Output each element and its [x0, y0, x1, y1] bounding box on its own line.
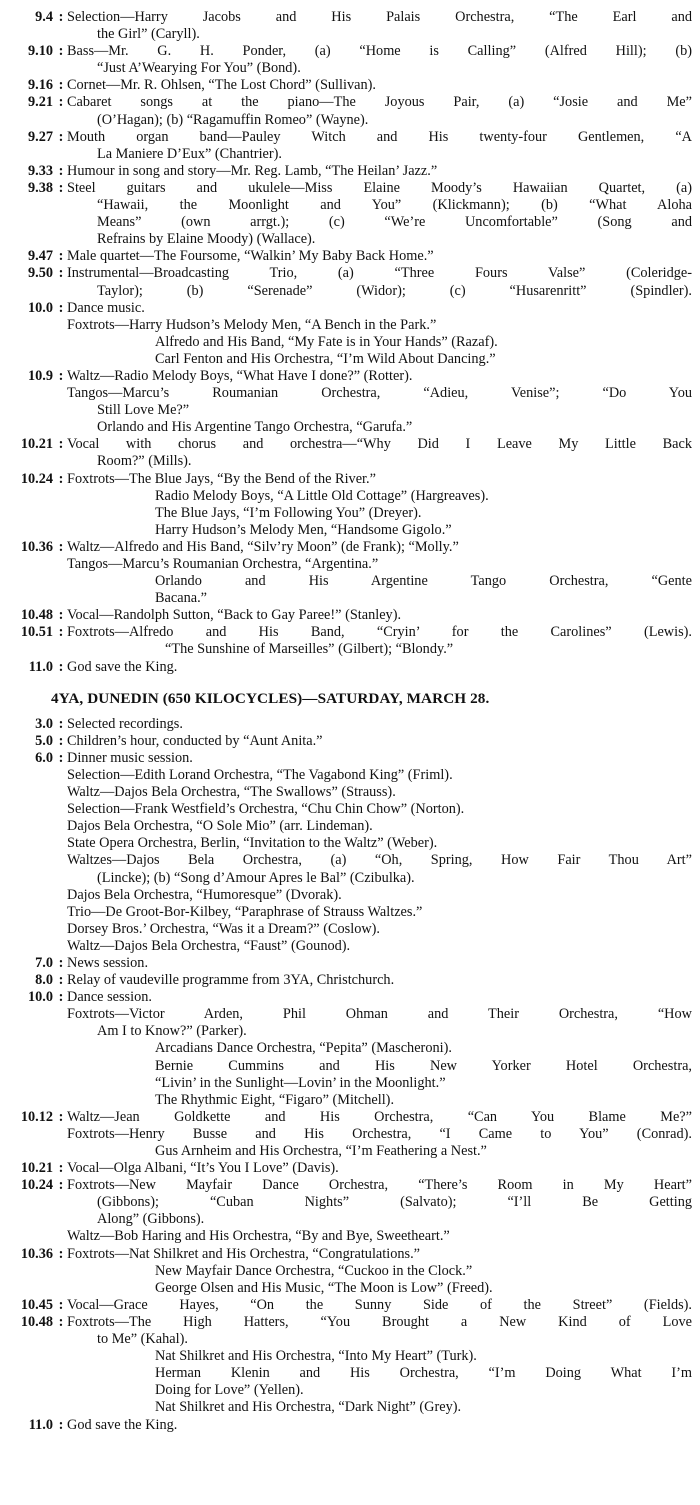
entry-line: Means” (own arrgt.); (c) “We’re Uncomfortable” (Song and [97, 214, 692, 231]
time-separator: : [58, 436, 64, 453]
programme-entry [3, 1246, 692, 1297]
entry-line: Herman Klenin and His Orchestra, “I’m Doing What I’m [155, 1365, 692, 1382]
entry-line: Foxtrots—Victor Arden, Phil Ohman and Their Orchestra, “How [67, 1006, 692, 1023]
entry-line: Humour in song and story—Mr. Reg. Lamb, “The Heilan’ Jazz.” [67, 162, 438, 179]
entry-line: Bacana.” [155, 590, 207, 607]
entry-line: Trio—De Groot-Bor-Kilbey, “Paraphrase of Strauss Waltzes.” [67, 903, 423, 920]
time-separator: : [58, 1177, 64, 1194]
programme-section-4ya [3, 716, 692, 1434]
entry-time: 10.24 [20, 470, 53, 487]
entry-time: 10.21 [20, 436, 53, 453]
entry-line: Nat Shilkret and His Orchestra, “Dark Night” (Grey). [155, 1399, 462, 1416]
entry-line: “Just A’Wearying For You” (Bond). [97, 60, 301, 77]
programme-section-3ya [3, 9, 692, 676]
entry-line: Waltz—Dajos Bela Orchestra, “The Swallows” (Strauss). [67, 784, 396, 801]
entry-time: 10.36 [20, 538, 53, 555]
programme-entry [3, 716, 692, 733]
entry-line: Tangos—Marcu’s Roumanian Orchestra, “Adieu, Venise”; “Do You [67, 385, 692, 402]
entry-time: 9.33 [27, 162, 53, 179]
time-separator: : [58, 9, 64, 25]
entry-line: Foxtrots—Harry Hudson’s Melody Men, “A Bench in the Park.” [67, 316, 437, 333]
entry-body [67, 248, 692, 265]
time-separator: : [58, 470, 64, 487]
programme-entry [3, 265, 692, 299]
entry-line: Orlando and His Argentine Tango Orchestra, “Gente [155, 573, 692, 590]
entry-time: 10.9 [27, 367, 53, 384]
entry-line: Tangos—Marcu’s Roumanian Orchestra, “Argentina.” [67, 556, 379, 572]
entry-body [67, 129, 692, 163]
entry-line: Dajos Bela Orchestra, “Humoresque” (Dvorak). [67, 886, 342, 903]
entry-line: Cabaret songs at the piano—The Joyous Pair, (a) “Josie and Me” [67, 94, 692, 111]
entry-line: State Opera Orchestra, Berlin, “Invitation to the Waltz” (Weber). [67, 835, 438, 852]
entry-time: 3.0 [35, 715, 53, 732]
entry-line: Radio Melody Boys, “A Little Old Cottage” (Hargreaves). [155, 487, 489, 504]
time-separator: : [58, 954, 64, 971]
time-separator: : [58, 1416, 64, 1433]
entry-line: God save the King. [67, 1416, 178, 1433]
entry-line: Arcadians Dance Orchestra, “Pepita” (Mascheroni). [155, 1040, 452, 1057]
entry-line: Mouth organ band—Pauley Witch and His twenty-four Gentlemen, “A [67, 128, 692, 145]
entry-line: Dorsey Bros.’ Orchestra, “Was it a Dream?” (Coslow). [67, 920, 381, 937]
entry-line: Foxtrots—New Mayfair Dance Orchestra, “There’s Room in My Heart” [67, 1177, 692, 1194]
time-separator: : [58, 367, 64, 384]
entry-line: Foxtrots—The High Hatters, “You Brought a New Kind of Love [67, 1313, 692, 1330]
entry-time: 10.48 [20, 1313, 53, 1330]
entry-body [67, 77, 692, 94]
entry-line: to Me” (Kahal). [97, 1331, 188, 1348]
entry-line: The Rhythmic Eight, “Figaro” (Mitchell). [155, 1091, 395, 1108]
programme-entry [3, 1160, 692, 1177]
time-separator: : [58, 607, 64, 624]
entry-line: Waltz—Dajos Bela Orchestra, “Faust” (Gounod). [67, 937, 351, 954]
programme-entry [3, 43, 692, 77]
entry-line: Refrains by Elaine Moody) (Wallace). [97, 231, 316, 248]
programme-entry [3, 471, 692, 539]
entry-line: Waltz—Alfredo and His Band, “Silv’ry Moon” (de Frank); “Molly.” [67, 538, 459, 555]
time-separator: : [58, 732, 64, 749]
time-separator: : [58, 43, 64, 60]
entry-line: “Hawaii, the Moonlight and You” (Klickmann); (b) “What Aloha [97, 197, 692, 214]
entry-line: “The Sunshine of Marseilles” (Gilbert); “Blondy.” [165, 641, 454, 658]
programme-entry [3, 368, 692, 436]
entry-body [67, 1417, 692, 1434]
time-separator: : [58, 624, 64, 641]
programme-entry [3, 1417, 692, 1434]
programme-entry [3, 163, 692, 180]
entry-line: Gus Arnheim and His Orchestra, “I’m Feathering a Nest.” [155, 1143, 487, 1159]
entry-time: 9.47 [27, 248, 53, 265]
entry-line: Vocal with chorus and orchestra—“Why Did I Leave My Little Back [67, 436, 692, 453]
time-separator: : [58, 179, 64, 196]
entry-time: 10.36 [20, 1245, 53, 1262]
entry-body [67, 716, 692, 733]
entry-line: Foxtrots—The Blue Jays, “By the Bend of the River.” [67, 470, 376, 487]
entry-body [67, 1246, 692, 1297]
time-separator: : [58, 162, 64, 179]
station-heading: 4YA, DUNEDIN (650 KILOCYCLES)—SATURDAY, MARCH 28. [51, 689, 490, 707]
entry-line: Foxtrots—Alfredo and His Band, “Cryin’ for the Carolines” (Lewis). [67, 624, 692, 641]
entry-line: Alfredo and His Band, “My Fate is in Your Hands” (Razaf). [155, 333, 498, 350]
entry-time: 10.24 [20, 1177, 53, 1194]
entry-body [67, 539, 692, 607]
programme-entry [3, 129, 692, 163]
programme-entry [3, 750, 692, 955]
entry-time: 9.4 [35, 9, 53, 25]
entry-line: Harry Hudson’s Melody Men, “Handsome Gigolo.” [155, 521, 452, 538]
entry-body [67, 989, 692, 1109]
programme-entry [3, 94, 692, 128]
entry-line: Bernie Cummins and His New Yorker Hotel Orchestra, [155, 1057, 692, 1074]
entry-line: Dance session. [67, 989, 152, 1006]
programme-entry [3, 1314, 692, 1417]
entry-time: 8.0 [35, 972, 53, 989]
entry-body [67, 436, 692, 470]
entry-line: La Maniere D’Eux” (Chantrier). [97, 145, 282, 162]
entry-line: (Gibbons); “Cuban Nights” (Salvato); “I’ll Be Getting [97, 1194, 692, 1211]
entry-line: Dance music. [67, 299, 145, 316]
entry-body [67, 1297, 692, 1314]
entry-line: Steel guitars and ukulele—Miss Elaine Moody’s Hawaiian Quartet, (a) [67, 179, 692, 196]
time-separator: : [58, 94, 64, 111]
time-separator: : [58, 1245, 64, 1262]
entry-time: 9.50 [27, 265, 53, 282]
entry-time: 10.45 [20, 1296, 53, 1313]
entry-line: Along” (Gibbons). [97, 1211, 205, 1228]
entry-body [67, 972, 692, 989]
entry-line: News session. [67, 954, 149, 971]
entry-line: Taylor); (b) “Serenade” (Widor); (c) “Husarenritt” (Spindler). [97, 282, 692, 299]
entry-body [67, 300, 692, 368]
entry-body [67, 1177, 692, 1245]
entry-time: 11.0 [28, 658, 53, 675]
entry-time: 10.0 [27, 299, 53, 316]
entry-line: Vocal—Randolph Sutton, “Back to Gay Paree!” (Stanley). [67, 607, 402, 624]
entry-time: 10.21 [20, 1160, 53, 1177]
entry-body [67, 955, 692, 972]
programme-entry [3, 659, 692, 676]
entry-time: 9.27 [27, 128, 53, 145]
entry-line: Bass—Mr. G. H. Ponder, (a) “Home is Calling” (Alfred Hill); (b) [67, 43, 692, 60]
entry-body [67, 163, 692, 180]
entry-time: 9.10 [27, 43, 53, 60]
programme-entry [3, 9, 692, 43]
entry-line: (O’Hagan); (b) “Ragamuffin Romeo” (Wayne). [97, 111, 369, 128]
entry-line: Instrumental—Broadcasting Trio, (a) “Three Fours Valse” (Coleridge- [67, 265, 692, 282]
entry-body [67, 1314, 692, 1417]
entry-body [67, 607, 692, 624]
entry-body [67, 1109, 692, 1160]
entry-line: Still Love Me?” [97, 402, 190, 419]
programme-entry [3, 733, 692, 750]
programme-entry [3, 180, 692, 248]
programme-entry [3, 607, 692, 624]
entry-line: George Olsen and His Music, “The Moon is Low” (Freed). [155, 1279, 493, 1296]
entry-time: 7.0 [35, 954, 53, 971]
programme-entry [3, 624, 692, 658]
time-separator: : [58, 715, 64, 732]
entry-line: Vocal—Olga Albani, “It’s You I Love” (Davis). [67, 1160, 339, 1177]
entry-line: The Blue Jays, “I’m Following You” (Dreyer). [155, 504, 422, 521]
entry-line: Foxtrots—Henry Busse and His Orchestra, “I Came to You” (Conrad). [67, 1125, 692, 1142]
entry-body [67, 733, 692, 750]
entry-line: Room?” (Mills). [97, 453, 192, 470]
entry-line: Selection—Edith Lorand Orchestra, “The Vagabond King” (Friml). [67, 766, 453, 783]
entry-line: “Livin’ in the Sunlight—Lovin’ in the Moonlight.” [155, 1074, 446, 1091]
time-separator: : [58, 658, 64, 675]
entry-time: 11.0 [28, 1416, 53, 1433]
entry-line: Nat Shilkret and His Orchestra, “Into My Heart” (Turk). [155, 1348, 477, 1365]
time-separator: : [58, 989, 64, 1006]
entry-line: God save the King. [67, 658, 178, 675]
time-separator: : [58, 538, 64, 555]
entry-line: Children’s hour, conducted by “Aunt Anita.” [67, 732, 323, 749]
entry-line: Male quartet—The Foursome, “Walkin’ My Baby Back Home.” [67, 248, 434, 265]
entry-body [67, 43, 692, 77]
entry-time: 9.21 [27, 94, 53, 111]
time-separator: : [58, 972, 64, 989]
time-separator: : [58, 77, 64, 94]
entry-body [67, 659, 692, 676]
entry-time: 10.48 [20, 607, 53, 624]
time-separator: : [58, 1108, 64, 1125]
entry-line: Dajos Bela Orchestra, “O Sole Mio” (arr. Lindeman). [67, 818, 373, 835]
programme-entry [3, 539, 692, 607]
entry-body [67, 624, 692, 658]
entry-line: Foxtrots—Nat Shilkret and His Orchestra, “Congratulations.” [67, 1245, 420, 1262]
entry-time: 9.38 [27, 179, 53, 196]
entry-body [67, 180, 692, 248]
entry-line: New Mayfair Dance Orchestra, “Cuckoo in the Clock.” [155, 1262, 473, 1279]
entry-body [67, 471, 692, 539]
entry-line: Carl Fenton and His Orchestra, “I’m Wild About Dancing.” [155, 350, 496, 367]
programme-entry [3, 1297, 692, 1314]
programme-entry [3, 1177, 692, 1245]
entry-line: Waltz—Radio Melody Boys, “What Have I done?” (Rotter). [67, 367, 413, 384]
entry-time: 10.51 [20, 624, 53, 641]
entry-line: Cornet—Mr. R. Ohlsen, “The Lost Chord” (Sullivan). [67, 77, 376, 94]
entry-line: Dinner music session. [67, 749, 193, 766]
time-separator: : [58, 1296, 64, 1313]
entry-line: the Girl” (Caryll). [97, 26, 200, 43]
entry-line: Waltzes—Dajos Bela Orchestra, (a) “Oh, Spring, How Fair Thou Art” [67, 852, 692, 869]
entry-time: 6.0 [35, 749, 53, 766]
entry-time: 9.16 [27, 77, 53, 94]
entry-line: Selection—Harry Jacobs and His Palais Orchestra, “The Earl and [67, 9, 692, 25]
programme-entry [3, 989, 692, 1109]
programme-entry [3, 955, 692, 972]
entry-body [67, 1160, 692, 1177]
entry-body [67, 9, 692, 43]
programme-entry [3, 77, 692, 94]
entry-line: Waltz—Jean Goldkette and His Orchestra, “Can You Blame Me?” [67, 1108, 692, 1125]
time-separator: : [58, 299, 64, 316]
entry-line: Selected recordings. [67, 715, 183, 732]
entry-line: Doing for Love” (Yellen). [155, 1382, 304, 1399]
entry-body [67, 94, 692, 128]
time-separator: : [58, 248, 64, 265]
entry-body [67, 750, 692, 955]
time-separator: : [58, 1160, 64, 1177]
time-separator: : [58, 1313, 64, 1330]
entry-line: Selection—Frank Westfield’s Orchestra, “Chu Chin Chow” (Norton). [67, 801, 465, 818]
programme-entry [3, 1109, 692, 1160]
entry-body [67, 265, 692, 299]
entry-body [67, 368, 692, 436]
entry-line: Waltz—Bob Haring and His Orchestra, “By and Bye, Sweetheart.” [67, 1228, 450, 1245]
entry-line: (Lincke); (b) “Song d’Amour Apres le Bal” (Czibulka). [97, 869, 415, 886]
programme-entry [3, 300, 692, 368]
programme-entry [3, 248, 692, 265]
time-separator: : [58, 749, 64, 766]
programme-entry [3, 972, 692, 989]
entry-line: Vocal—Grace Hayes, “On the Sunny Side of the Street” (Fields). [67, 1296, 692, 1313]
time-separator: : [58, 128, 64, 145]
entry-line: Am I to Know?” (Parker). [97, 1023, 247, 1040]
entry-time: 10.0 [27, 989, 53, 1006]
entry-time: 10.12 [20, 1108, 53, 1125]
entry-line: Orlando and His Argentine Tango Orchestra, “Garufa.” [97, 419, 413, 436]
time-separator: : [58, 265, 64, 282]
programme-entry [3, 436, 692, 470]
entry-line: Relay of vaudeville programme from 3YA, Christchurch. [67, 972, 395, 989]
entry-time: 5.0 [35, 732, 53, 749]
